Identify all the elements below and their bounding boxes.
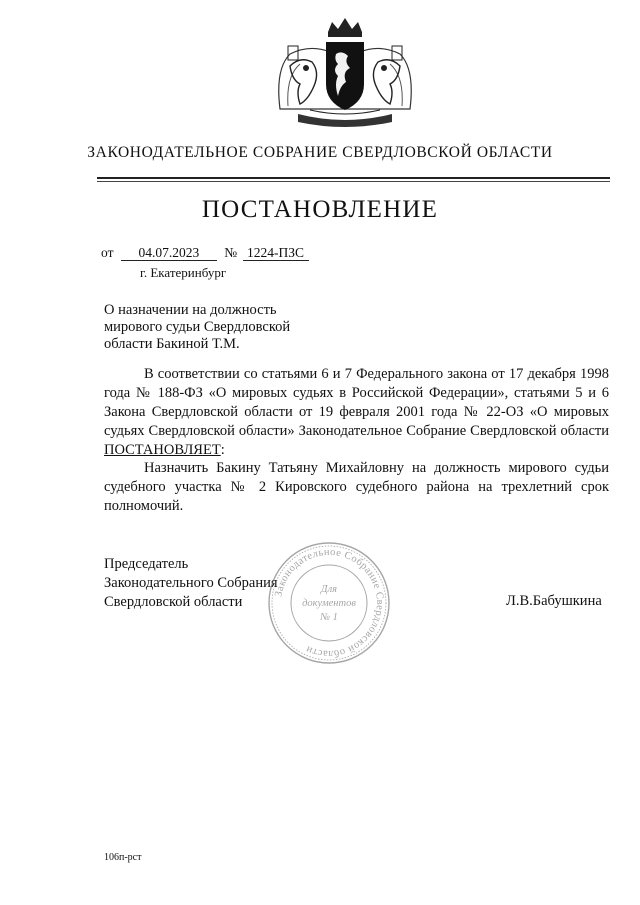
preamble-end: :: [220, 442, 225, 458]
stamp-center-line: Для: [320, 584, 338, 595]
document-number: 1224-ПЗС: [243, 245, 309, 261]
signer-title-line: Законодательного Собрания: [104, 575, 278, 591]
official-seal-stamp: [266, 540, 392, 666]
coat-of-arms-icon: [270, 14, 420, 132]
number-sign: №: [224, 245, 238, 260]
signer-title: [104, 555, 278, 612]
subject-line: области Бакиной Т.М.: [104, 336, 240, 352]
header-rule-thick: [97, 177, 610, 179]
signer-title-line: Председатель: [104, 556, 189, 572]
header-rule-thin: [97, 181, 610, 182]
preamble-text: В соответствии со статьями 6 и 7 Федерального закона от 17 декабря 1998 года № 188-ФЗ «О мировых судьях в Российской Федерации», статьями 5 и 6 Закона Свердловской области от 19 февраля 2001 года № 22-ОЗ «О мировых судьях Свердловской области» Законодательное Собрание Свердловской области: [104, 366, 609, 439]
document-type-heading: ПОСТАНОВЛЕНИЕ: [201, 196, 439, 223]
signer-title-line: Свердловской области: [104, 594, 243, 610]
document-date: 04.07.2023: [121, 245, 217, 261]
resolution-paragraph: Назначить Бакину Татьяну Михайловну на должность мирового судьи судебного участка № 2 Кировского судебного района на трехлетний срок полномочий.: [104, 460, 609, 514]
subject-line: О назначении на должность: [104, 302, 277, 318]
signer-name: Л.В.Бабушкина: [506, 593, 602, 609]
organization-title: ЗАКОНОДАТЕЛЬНОЕ СОБРАНИЕ СВЕРДЛОВСКОЙ ОБЛАСТИ: [87, 144, 553, 161]
stamp-ring-text: Законодательное Собрание Свердловской области: [273, 546, 386, 660]
stamp-center-line: № 1: [320, 612, 338, 623]
footer-code: 106п-рст: [104, 852, 142, 863]
resolves-keyword: ПОСТАНОВЛЯЕТ: [104, 442, 221, 458]
preamble-paragraph: [104, 365, 609, 460]
document-city: г. Екатеринбург: [140, 265, 227, 280]
date-prefix: от: [101, 245, 114, 260]
document-subject: [104, 302, 364, 353]
subject-line: мирового судьи Свердловской: [104, 319, 291, 335]
stamp-center-line: документов: [302, 598, 356, 609]
document-date-number-line: [101, 245, 309, 261]
